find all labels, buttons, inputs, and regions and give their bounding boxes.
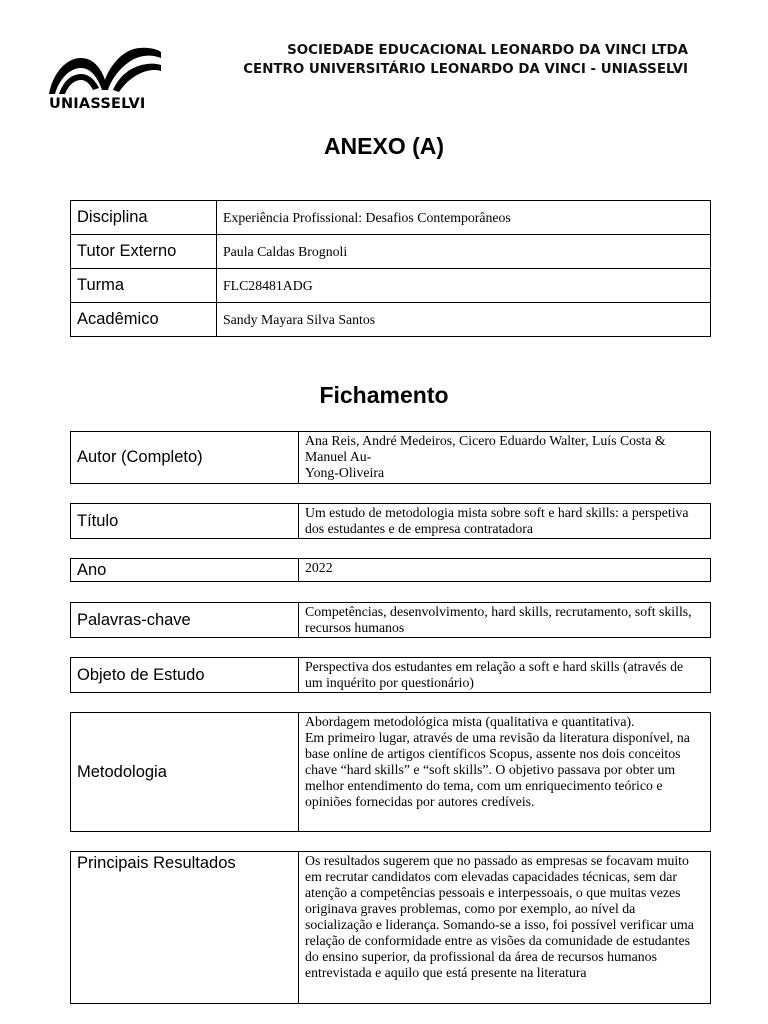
field-label: Metodologia xyxy=(71,713,299,832)
info-row-turma xyxy=(71,269,711,303)
field-label: Objeto de Estudo xyxy=(71,658,299,693)
info-label: Turma xyxy=(71,269,217,303)
field-label: Principais Resultados xyxy=(71,852,299,1004)
logo-arcs-icon xyxy=(47,44,163,96)
organization-header xyxy=(243,41,688,79)
section-title: Fichamento xyxy=(319,382,449,408)
field-value: Abordagem metodológica mista (qualitativa e quantitativa). Em primeiro lugar, através de uma revisão da literatura disponível, na base online de artigos científicos Scopus, assente nos dois conceitos chave “hard skills” e “soft skills”. O objetivo passava por obter um melhor entendimento do tema, com um enriquecimento teórico e opiniões fornecidas por autores credíveis. xyxy=(299,713,711,832)
info-label: Disciplina xyxy=(71,201,217,235)
field-value: Perspectiva dos estudantes em relação a soft e hard skills (através de um inquérito por questionário) xyxy=(299,658,711,693)
field-value: Um estudo de metodologia mista sobre soft e hard skills: a perspetiva dos estudantes e de empresa contratadora xyxy=(299,504,711,539)
logo-text: UNIASSELVI xyxy=(49,96,146,112)
org-name-line2: CENTRO UNIVERSITÁRIO LEONARDO DA VINCI - UNIASSELVI xyxy=(243,62,688,77)
fichamento-metodologia xyxy=(70,712,711,832)
fichamento-titulo xyxy=(70,503,711,539)
info-value: Sandy Mayara Silva Santos xyxy=(217,303,711,337)
fichamento-objeto xyxy=(70,657,711,693)
info-row-academico xyxy=(71,303,711,337)
info-row-tutor xyxy=(71,235,711,269)
info-row-disciplina xyxy=(71,201,711,235)
field-label: Ano xyxy=(71,559,299,582)
fichamento-resultados xyxy=(70,851,711,1004)
uniasselvi-logo xyxy=(47,44,163,116)
info-label: Tutor Externo xyxy=(71,235,217,269)
annex-title: ANEXO (A) xyxy=(323,133,445,159)
fichamento-ano xyxy=(70,558,711,582)
info-value: Experiência Profissional: Desafios Contemporâneos xyxy=(217,201,711,235)
fichamento-autor xyxy=(70,431,711,484)
field-value: Ana Reis, André Medeiros, Cicero Eduardo Walter, Luís Costa & Manuel Au- Yong-Oliveira xyxy=(299,432,711,484)
field-label: Autor (Completo) xyxy=(71,432,299,484)
fichamento-palavras-chave xyxy=(70,602,711,638)
field-label: Título xyxy=(71,504,299,539)
field-value: 2022 xyxy=(299,559,711,582)
field-value: Os resultados sugerem que no passado as empresas se focavam muito em recrutar candidatos com elevadas capacidades técnicas, sem dar atenção a competências pessoais e interpessoais, o que muitas vezes originava graves problemas, como por exemplo, ao nível da socialização e liderança. Somando-se a isso, foi possível verificar uma relação de conformidade entre as visões da comunidade de estudantes do ensino superior, da profissional da área de recursos humanos entrevistada e aquilo que está presente na literatura xyxy=(299,852,711,1004)
info-label: Acadêmico xyxy=(71,303,217,337)
field-label: Palavras-chave xyxy=(71,603,299,638)
info-value: FLC28481ADG xyxy=(217,269,711,303)
info-value: Paula Caldas Brognoli xyxy=(217,235,711,269)
field-value: Competências, desenvolvimento, hard skills, recrutamento, soft skills, recursos humanos xyxy=(299,603,711,638)
org-name-line1: SOCIEDADE EDUCACIONAL LEONARDO DA VINCI LTDA xyxy=(287,43,688,58)
info-table xyxy=(70,200,711,337)
